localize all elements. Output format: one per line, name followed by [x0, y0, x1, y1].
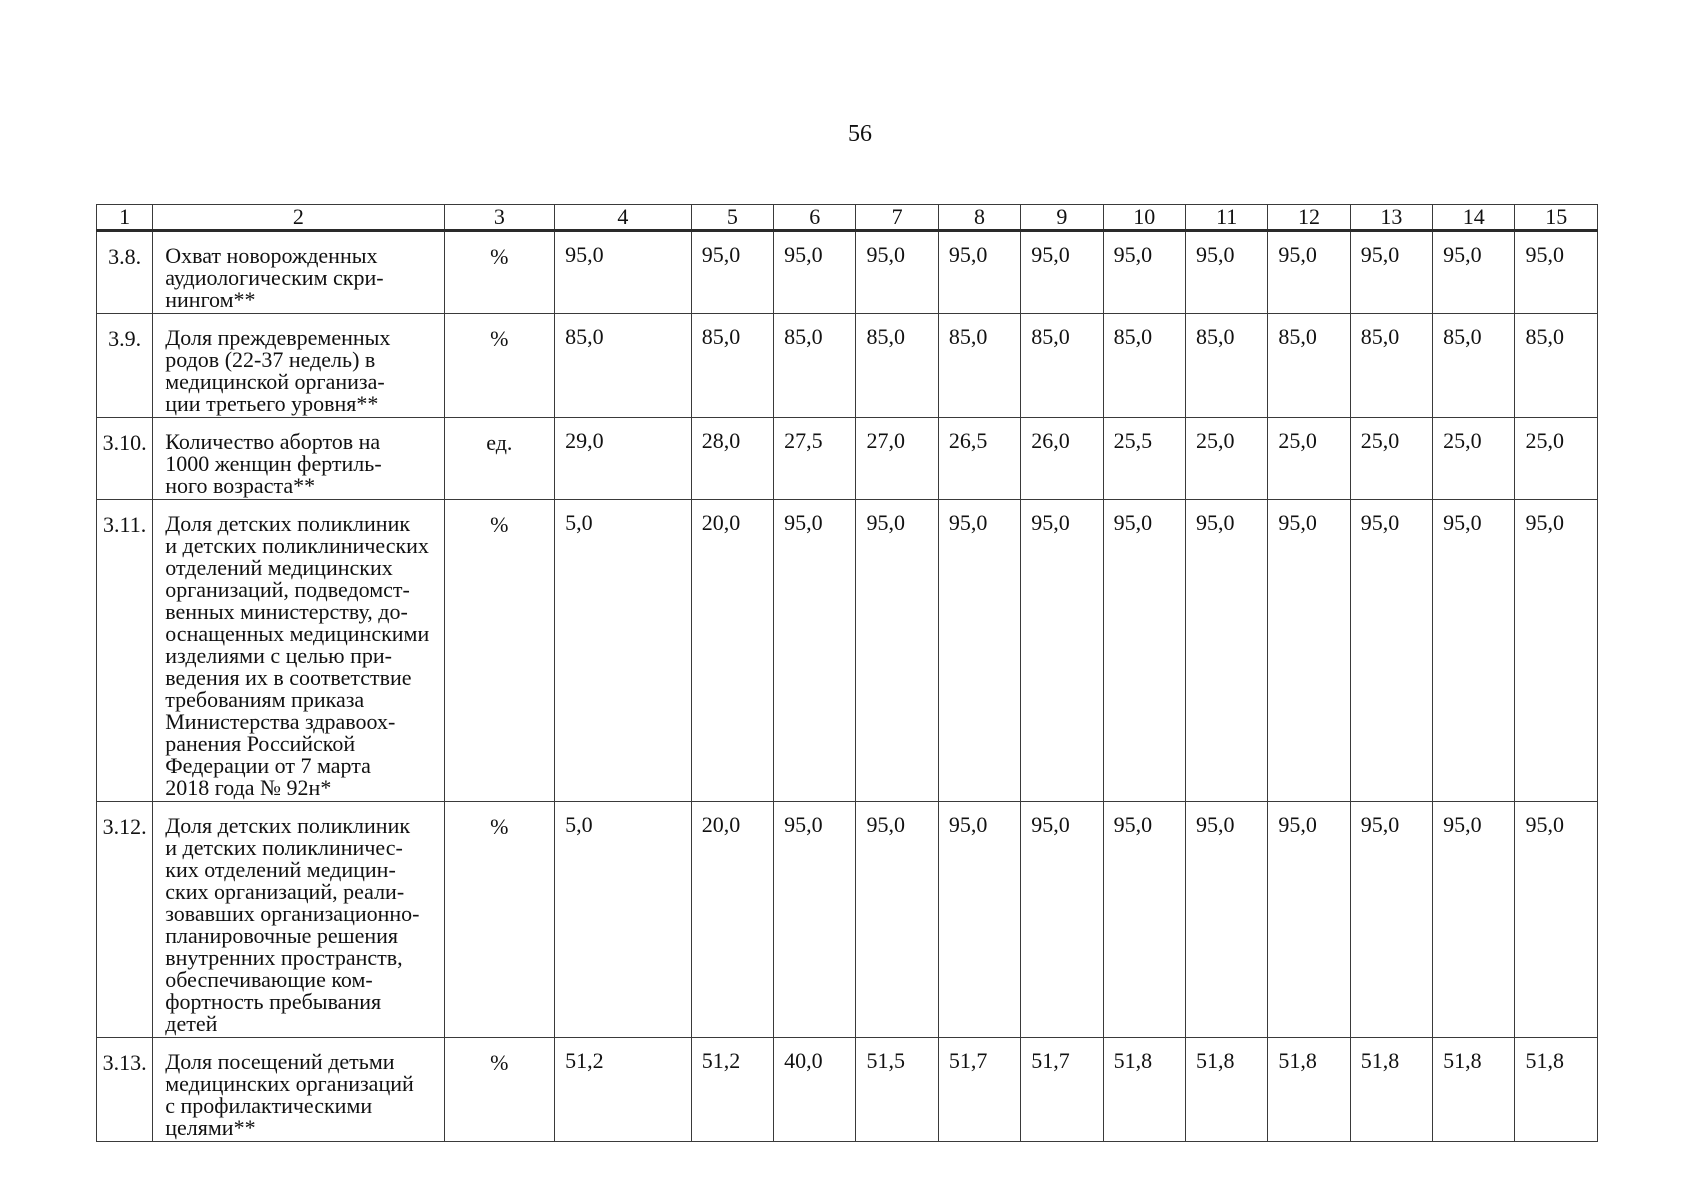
description-line: внутренних пространств, — [165, 945, 403, 970]
table-body — [97, 231, 1598, 1142]
value-cell: 51,8 — [1268, 1038, 1350, 1142]
value-cell: 95,0 — [1350, 500, 1432, 802]
description-line: организаций, подведомст- — [165, 577, 410, 602]
description-line: ских организаций, реали- — [165, 879, 405, 904]
unit-cell: ед. — [444, 418, 555, 500]
value-cell: 95,0 — [938, 802, 1020, 1038]
description-line: Доля посещений детьми — [165, 1049, 395, 1074]
description-line: Доля детских поликлиник — [165, 813, 411, 838]
value-cell: 95,0 — [1268, 802, 1350, 1038]
row-number-cell: 3.10. — [97, 418, 153, 500]
header-cell: 12 — [1268, 205, 1350, 231]
header-cell: 1 — [97, 205, 153, 231]
value-cell: 85,0 — [691, 314, 773, 418]
value-cell: 95,0 — [938, 500, 1020, 802]
value-cell: 25,0 — [1268, 418, 1350, 500]
indicator-description-cell — [153, 500, 444, 802]
value-cell: 95,0 — [1350, 802, 1432, 1038]
value-cell: 95,0 — [1103, 500, 1185, 802]
value-cell: 51,2 — [555, 1038, 692, 1142]
value-cell: 95,0 — [691, 231, 773, 314]
header-cell: 11 — [1185, 205, 1267, 231]
table-row — [97, 1038, 1598, 1142]
indicators-table-container — [96, 204, 1598, 1142]
value-cell: 85,0 — [1103, 314, 1185, 418]
value-cell: 27,0 — [856, 418, 938, 500]
value-cell: 85,0 — [1515, 314, 1598, 418]
header-cell: 5 — [691, 205, 773, 231]
indicator-description-cell — [153, 418, 444, 500]
description-line: нингом** — [165, 287, 256, 312]
value-cell: 95,0 — [938, 231, 1020, 314]
description-line: венных министерству, до- — [165, 599, 408, 624]
value-cell: 95,0 — [856, 500, 938, 802]
value-cell: 25,0 — [1350, 418, 1432, 500]
value-cell: 95,0 — [1021, 500, 1103, 802]
table-row — [97, 314, 1598, 418]
description-line: ции третьего уровня** — [165, 391, 379, 416]
value-cell: 20,0 — [691, 802, 773, 1038]
description-line: аудиологическим скри- — [165, 265, 384, 290]
value-cell: 95,0 — [1268, 500, 1350, 802]
description-line: изделиями с целью при- — [165, 643, 392, 668]
value-cell: 85,0 — [1021, 314, 1103, 418]
row-number-cell: 3.8. — [97, 231, 153, 314]
header-cell: 7 — [856, 205, 938, 231]
description-line: 2018 года № 92н* — [165, 775, 332, 800]
row-number-cell: 3.13. — [97, 1038, 153, 1142]
value-cell: 95,0 — [856, 802, 938, 1038]
description-line: требованиям приказа — [165, 687, 365, 712]
value-cell: 85,0 — [774, 314, 856, 418]
description-line: Доля преждевременных — [165, 325, 391, 350]
value-cell: 95,0 — [1515, 500, 1598, 802]
value-cell: 25,0 — [1433, 418, 1515, 500]
description-line: 1000 женщин фертиль- — [165, 451, 382, 476]
value-cell: 95,0 — [1433, 500, 1515, 802]
value-cell: 25,5 — [1103, 418, 1185, 500]
indicator-description-cell — [153, 802, 444, 1038]
header-cell: 9 — [1021, 205, 1103, 231]
description-line: и детских поликлиничес- — [165, 835, 403, 860]
description-line: Охват новорожденных — [165, 243, 378, 268]
value-cell: 51,8 — [1350, 1038, 1432, 1142]
description-line: медицинской организа- — [165, 369, 385, 394]
description-line: обеспечивающие ком- — [165, 967, 373, 992]
value-cell: 20,0 — [691, 500, 773, 802]
header-cell: 8 — [938, 205, 1020, 231]
unit-cell: % — [444, 802, 555, 1038]
header-cell: 13 — [1350, 205, 1432, 231]
value-cell: 95,0 — [1021, 802, 1103, 1038]
description-line: Министерства здравоох- — [165, 709, 396, 734]
value-cell: 95,0 — [774, 500, 856, 802]
unit-cell: % — [444, 231, 555, 314]
value-cell: 85,0 — [1433, 314, 1515, 418]
value-cell: 85,0 — [1185, 314, 1267, 418]
value-cell: 85,0 — [938, 314, 1020, 418]
description-line: родов (22-37 недель) в — [165, 347, 376, 372]
description-line: Количество абортов на — [165, 429, 381, 454]
table-row — [97, 231, 1598, 314]
header-cell: 14 — [1433, 205, 1515, 231]
description-line: ранения Российской — [165, 731, 356, 756]
value-cell: 85,0 — [1350, 314, 1432, 418]
value-cell: 85,0 — [856, 314, 938, 418]
value-cell: 51,2 — [691, 1038, 773, 1142]
value-cell: 95,0 — [555, 231, 692, 314]
description-line: целями** — [165, 1115, 256, 1140]
row-number-cell: 3.9. — [97, 314, 153, 418]
value-cell: 51,7 — [938, 1038, 1020, 1142]
description-line: планировочные решения — [165, 923, 399, 948]
value-cell: 5,0 — [555, 500, 692, 802]
value-cell: 95,0 — [1433, 802, 1515, 1038]
value-cell: 95,0 — [1185, 500, 1267, 802]
description-line: и детских поликлинических — [165, 533, 429, 558]
value-cell: 95,0 — [774, 802, 856, 1038]
value-cell: 95,0 — [1185, 802, 1267, 1038]
value-cell: 29,0 — [555, 418, 692, 500]
unit-cell: % — [444, 500, 555, 802]
value-cell: 26,0 — [1021, 418, 1103, 500]
indicator-description-cell — [153, 1038, 444, 1142]
value-cell: 95,0 — [856, 231, 938, 314]
value-cell: 95,0 — [1021, 231, 1103, 314]
header-cell: 6 — [774, 205, 856, 231]
value-cell: 95,0 — [1185, 231, 1267, 314]
value-cell: 85,0 — [555, 314, 692, 418]
header-cell: 10 — [1103, 205, 1185, 231]
description-line: ведения их в соответствие — [165, 665, 412, 690]
description-line: зовавших организационно- — [165, 901, 420, 926]
table-row — [97, 802, 1598, 1038]
value-cell: 95,0 — [1103, 231, 1185, 314]
row-number-cell: 3.11. — [97, 500, 153, 802]
unit-cell: % — [444, 1038, 555, 1142]
description-line: отделений медицинских — [165, 555, 393, 580]
indicator-description-cell — [153, 314, 444, 418]
description-line: оснащенных медицинскими — [165, 621, 430, 646]
value-cell: 95,0 — [1350, 231, 1432, 314]
value-cell: 95,0 — [1103, 802, 1185, 1038]
header-cell: 3 — [444, 205, 555, 231]
header-cell: 4 — [555, 205, 692, 231]
description-line: фортность пребывания — [165, 989, 382, 1014]
value-cell: 95,0 — [1515, 802, 1598, 1038]
value-cell: 40,0 — [774, 1038, 856, 1142]
unit-cell: % — [444, 314, 555, 418]
value-cell: 95,0 — [1515, 231, 1598, 314]
description-line: с профилактическими — [165, 1093, 373, 1118]
value-cell: 25,0 — [1515, 418, 1598, 500]
value-cell: 51,8 — [1185, 1038, 1267, 1142]
description-line: Федерации от 7 марта — [165, 753, 371, 778]
value-cell: 51,8 — [1433, 1038, 1515, 1142]
page-number: 56 — [848, 121, 872, 147]
table-row — [97, 418, 1598, 500]
table-header-row — [97, 205, 1598, 231]
value-cell: 95,0 — [1433, 231, 1515, 314]
header-cell: 15 — [1515, 205, 1598, 231]
description-line: ного возраста** — [165, 473, 316, 498]
indicators-table — [96, 204, 1598, 1142]
value-cell: 85,0 — [1268, 314, 1350, 418]
value-cell: 5,0 — [555, 802, 692, 1038]
value-cell: 95,0 — [774, 231, 856, 314]
row-number-cell: 3.12. — [97, 802, 153, 1038]
value-cell: 51,7 — [1021, 1038, 1103, 1142]
value-cell: 27,5 — [774, 418, 856, 500]
table-row — [97, 500, 1598, 802]
description-line: медицинских организаций — [165, 1071, 414, 1096]
value-cell: 95,0 — [1268, 231, 1350, 314]
description-line: Доля детских поликлиник — [165, 511, 411, 536]
value-cell: 28,0 — [691, 418, 773, 500]
value-cell: 51,8 — [1515, 1038, 1598, 1142]
value-cell: 51,8 — [1103, 1038, 1185, 1142]
value-cell: 51,5 — [856, 1038, 938, 1142]
description-line: ких отделений медицин- — [165, 857, 396, 882]
indicator-description-cell — [153, 231, 444, 314]
header-cell: 2 — [153, 205, 444, 231]
value-cell: 25,0 — [1185, 418, 1267, 500]
value-cell: 26,5 — [938, 418, 1020, 500]
description-line: детей — [165, 1011, 218, 1036]
